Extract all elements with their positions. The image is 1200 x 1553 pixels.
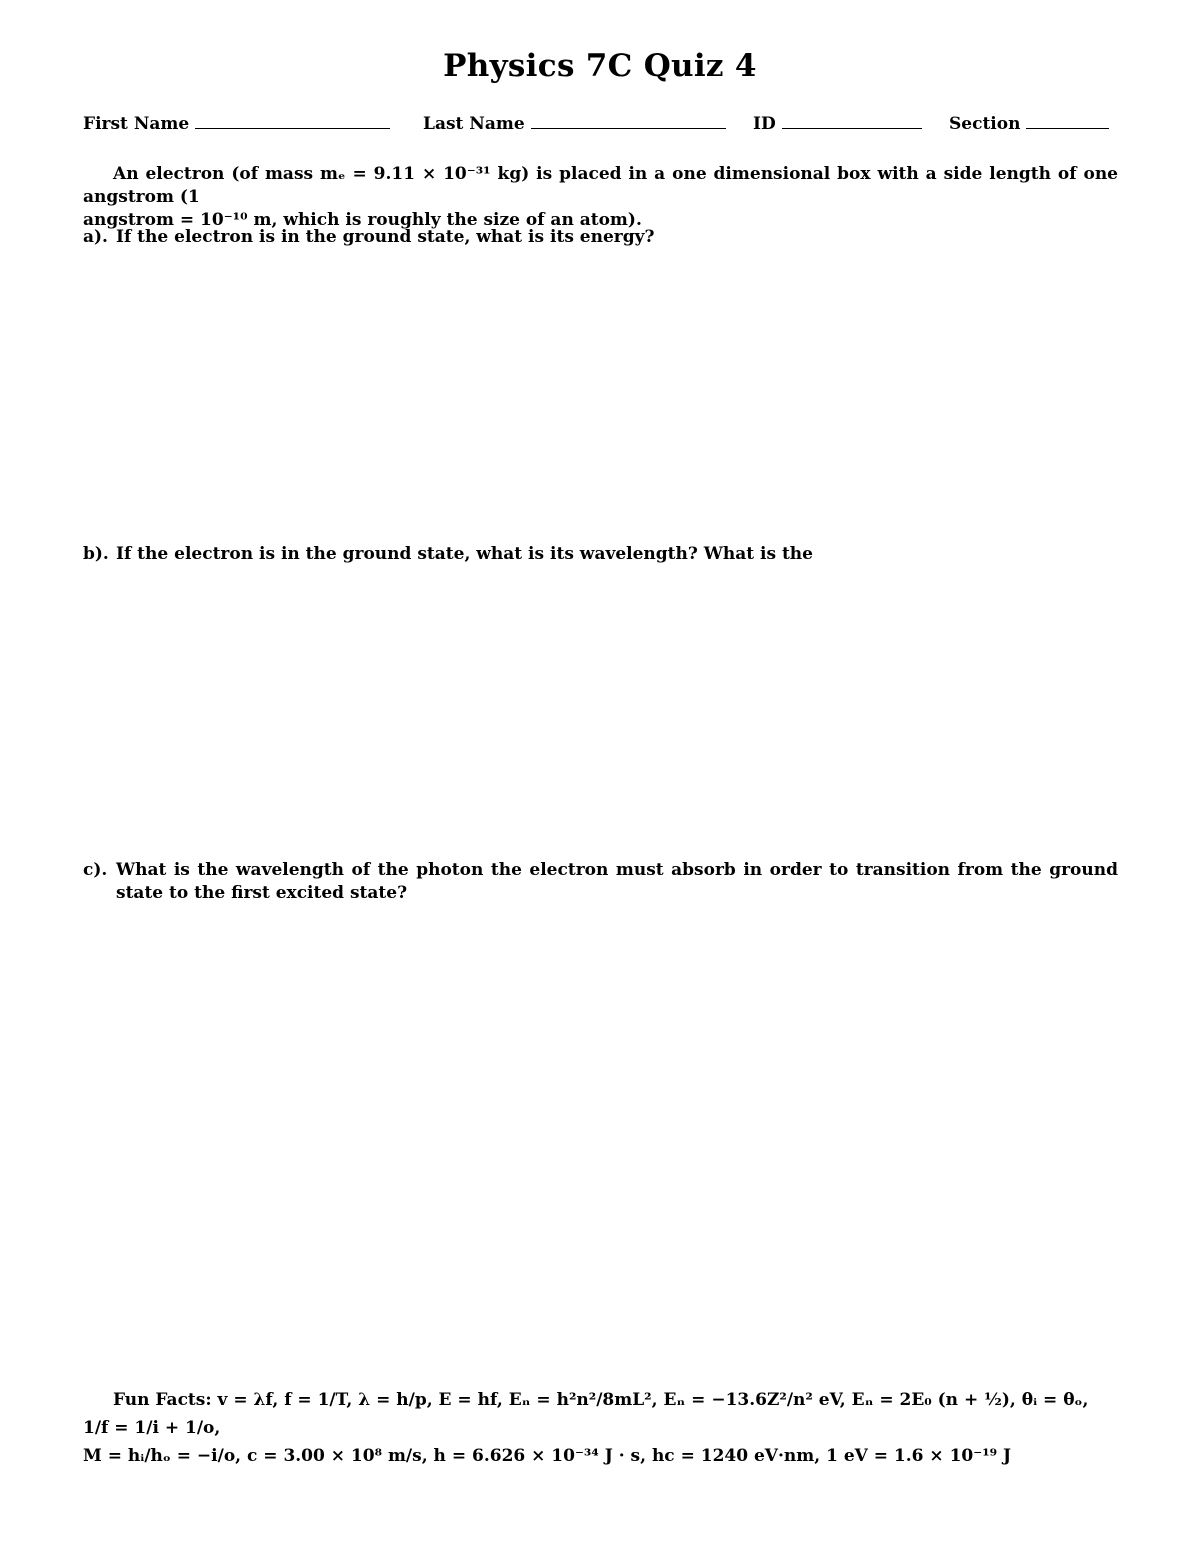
question-a-text: If the electron is in the ground state, what is its energy? — [116, 227, 655, 247]
id-label: ID — [753, 114, 776, 134]
last-name-blank[interactable] — [531, 112, 726, 129]
id-field — [753, 112, 922, 134]
section-field — [949, 112, 1109, 134]
fun-facts-line-1 — [83, 1386, 1118, 1442]
id-blank[interactable] — [782, 112, 922, 129]
fun-facts — [83, 1386, 1118, 1470]
intro-line-2: angstrom = 10⁻¹⁰ m, which is roughly the size of an atom). — [83, 210, 642, 230]
student-info-row — [83, 112, 1113, 136]
question-c-label: c). — [83, 860, 108, 880]
last-name-label: Last Name — [423, 114, 525, 134]
intro-paragraph — [83, 163, 1118, 232]
fun-facts-equations-1: v = λf, f = 1/T, λ = h/p, E = hf, Eₙ = h²n²/8mL², Eₙ = −13.6Z²/n² eV, Eₙ = 2E₀ (n + ½), θᵢ = θₒ, 1/f = 1/i + 1/o, — [83, 1390, 1089, 1438]
fun-facts-label: Fun Facts: — [113, 1390, 212, 1410]
first-name-label: First Name — [83, 114, 190, 134]
first-name-field — [83, 112, 390, 134]
question-a-label: a). — [83, 227, 108, 247]
last-name-field — [423, 112, 726, 134]
section-blank[interactable] — [1026, 112, 1109, 129]
intro-line-1: An electron (of mass mₑ = 9.11 × 10⁻³¹ kg) is placed in a one dimensional box with a side length of one angstrom (1 — [83, 164, 1118, 207]
question-b-text: If the electron is in the ground state, what is its wavelength? What is the — [116, 544, 813, 564]
section-label: Section — [949, 114, 1021, 134]
first-name-blank[interactable] — [195, 112, 390, 129]
fun-facts-equations-2: M = hᵢ/hₒ = −i/o, c = 3.00 × 10⁸ m/s, h = 6.626 × 10⁻³⁴ J · s, hc = 1240 eV·nm, 1 eV = 1.6 × 10⁻¹⁹ J — [83, 1446, 1012, 1466]
question-b-label: b). — [83, 544, 109, 564]
question-c-text: What is the wavelength of the photon the electron must absorb in order to transition from the ground state to the first excited state? — [116, 860, 1118, 903]
page-title: Physics 7C Quiz 4 — [443, 48, 757, 84]
